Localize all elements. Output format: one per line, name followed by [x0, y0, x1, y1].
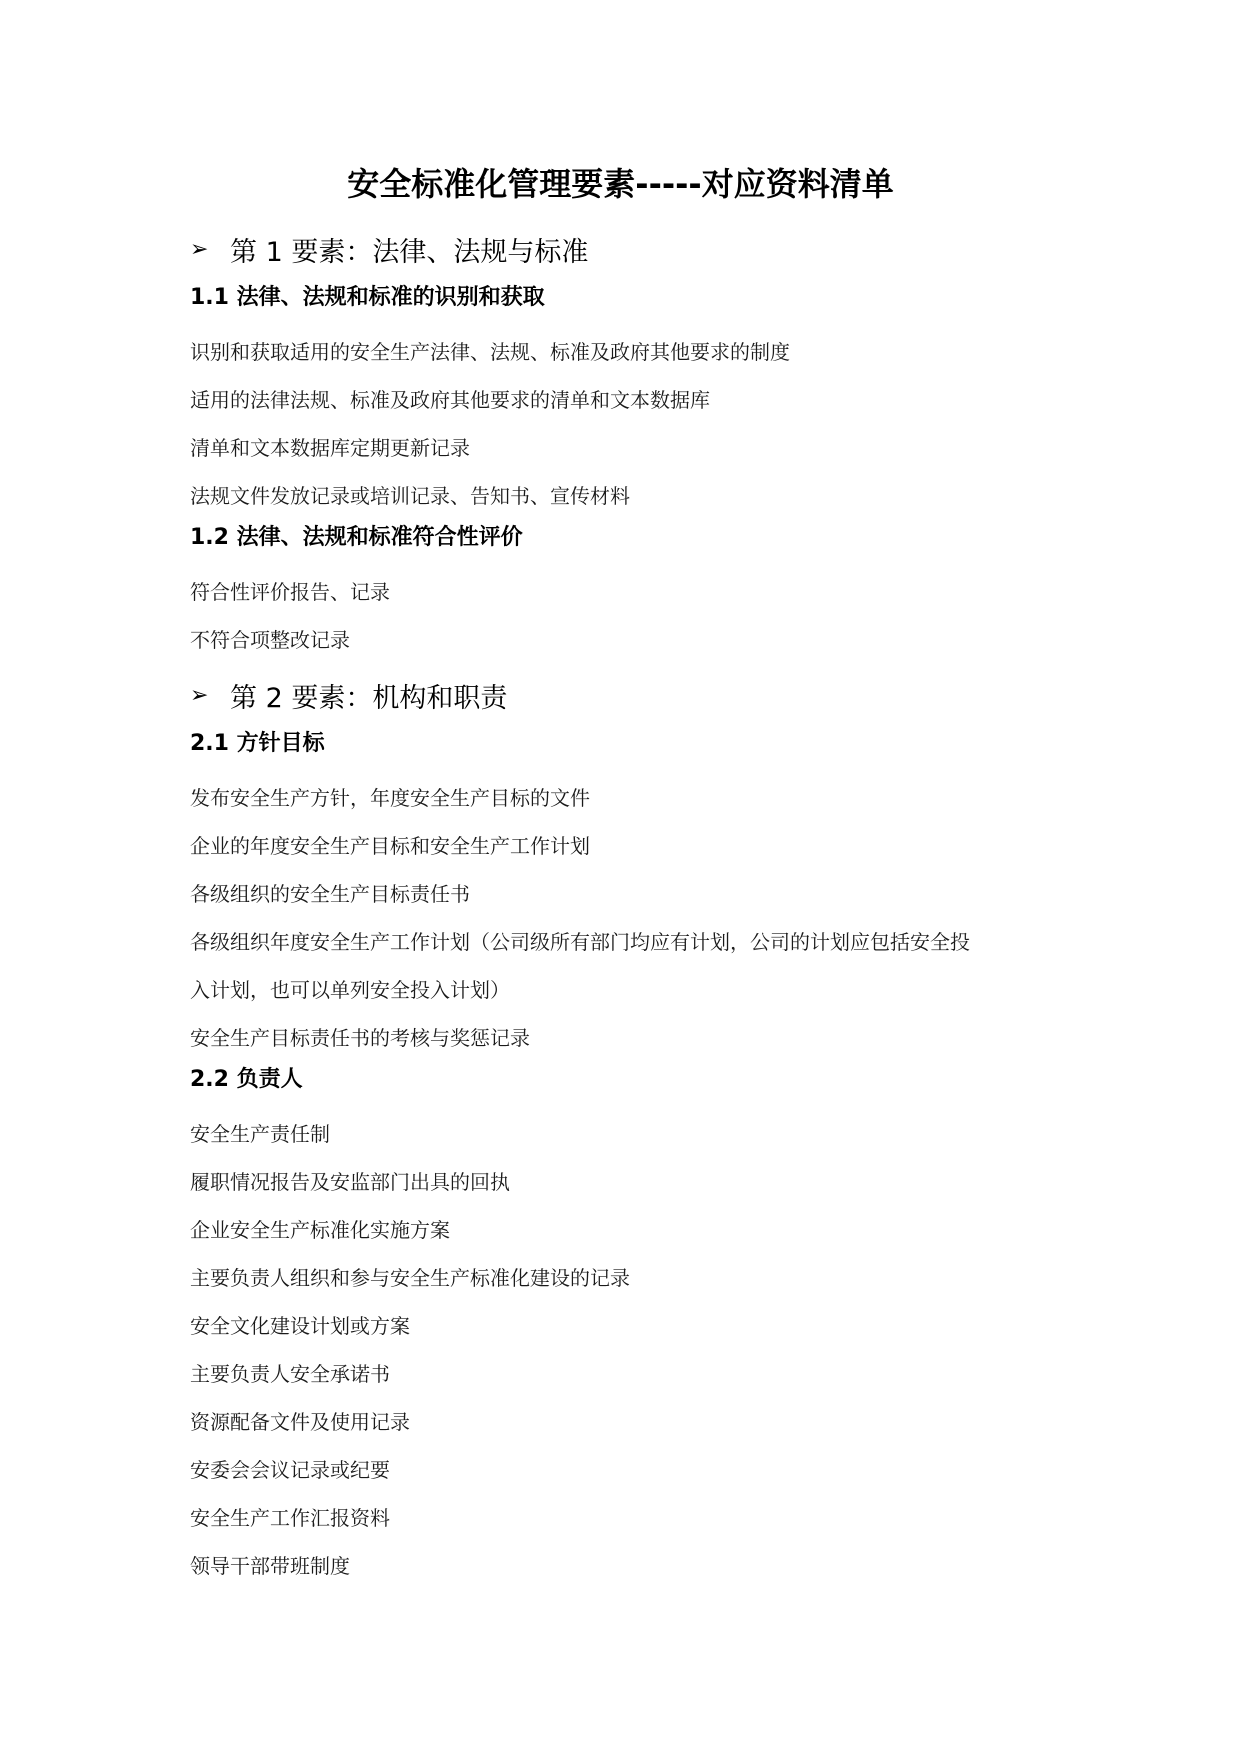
element-heading-text: 第 1 要素：法律、法规与标准 — [230, 236, 589, 268]
list-item: 发布安全生产方针，年度安全生产目标的文件 — [190, 786, 590, 810]
list-item: 入计划，也可以单列安全投入计划） — [190, 978, 510, 1002]
arrow-bullet-icon: ➢ — [190, 236, 209, 262]
list-item: 不符合项整改记录 — [190, 628, 350, 652]
list-item: 识别和获取适用的安全生产法律、法规、标准及政府其他要求的制度 — [190, 340, 790, 364]
list-item: 企业的年度安全生产目标和安全生产工作计划 — [190, 834, 590, 858]
list-item: 安委会会议记录或纪要 — [190, 1458, 390, 1482]
list-item: 企业安全生产标准化实施方案 — [190, 1218, 450, 1242]
element-heading — [190, 670, 1060, 720]
subsection-heading: 1.1 法律、法规和标准的识别和获取 — [190, 285, 545, 310]
list-item: 安全生产目标责任书的考核与奖惩记录 — [190, 1026, 530, 1050]
document-title: 安全标准化管理要素-----对应资料清单 — [347, 165, 894, 203]
list-item: 清单和文本数据库定期更新记录 — [190, 436, 470, 460]
list-item: 资源配备文件及使用记录 — [190, 1410, 410, 1434]
list-item: 安全文化建设计划或方案 — [190, 1314, 410, 1338]
arrow-bullet-icon: ➢ — [190, 682, 209, 708]
element-heading — [190, 224, 1060, 274]
document-body — [190, 224, 1060, 1590]
list-item: 各级组织年度安全生产工作计划（公司级所有部门均应有计划，公司的计划应包括安全投 — [190, 930, 970, 954]
list-item: 主要负责人组织和参与安全生产标准化建设的记录 — [190, 1266, 630, 1290]
element-heading-text: 第 2 要素：机构和职责 — [230, 682, 508, 714]
subsection-heading: 1.2 法律、法规和标准符合性评价 — [190, 525, 523, 550]
list-item: 履职情况报告及安监部门出具的回执 — [190, 1170, 510, 1194]
list-item: 主要负责人安全承诺书 — [190, 1362, 390, 1386]
list-item: 安全生产责任制 — [190, 1122, 330, 1146]
list-item: 各级组织的安全生产目标责任书 — [190, 882, 470, 906]
list-item: 符合性评价报告、记录 — [190, 580, 390, 604]
subsection-heading: 2.1 方针目标 — [190, 731, 325, 756]
list-item: 法规文件发放记录或培训记录、告知书、宣传材料 — [190, 484, 630, 508]
list-item: 安全生产工作汇报资料 — [190, 1506, 390, 1530]
list-item: 适用的法律法规、标准及政府其他要求的清单和文本数据库 — [190, 388, 710, 412]
subsection-heading: 2.2 负责人 — [190, 1067, 303, 1092]
list-item: 领导干部带班制度 — [190, 1554, 350, 1578]
